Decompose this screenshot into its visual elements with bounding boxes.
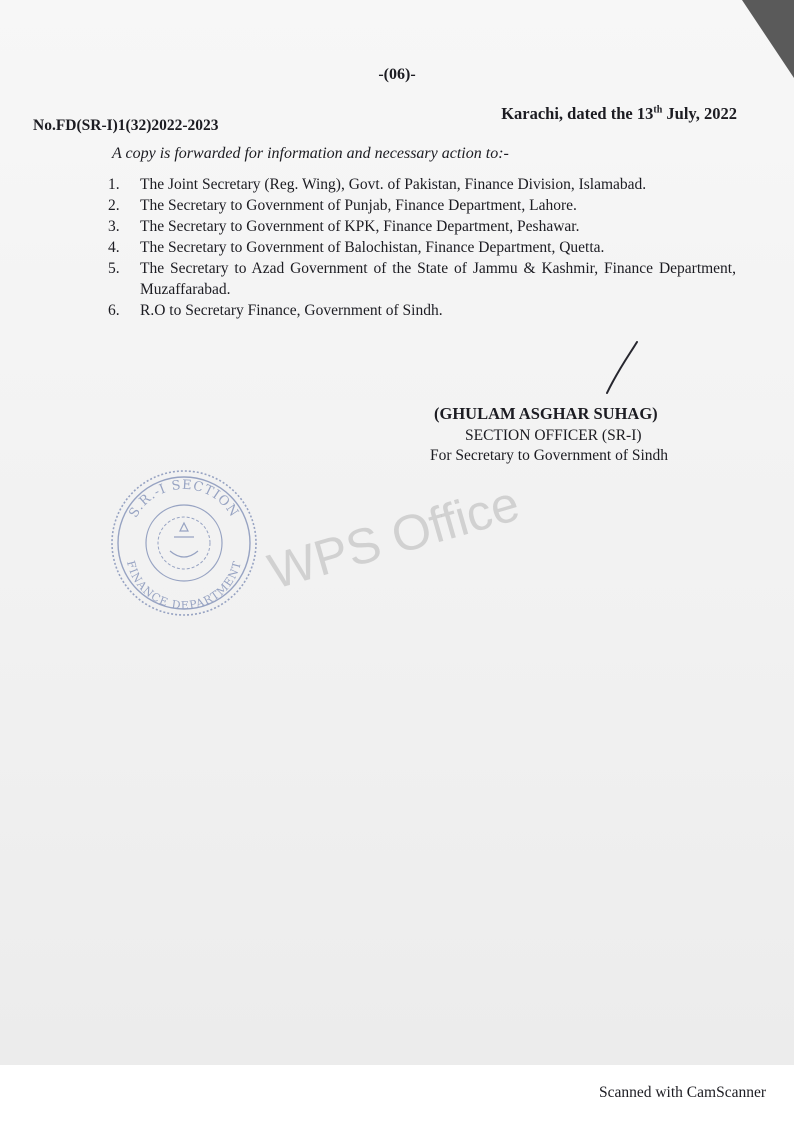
- signatory-for-line: For Secretary to Government of Sindh: [430, 447, 669, 464]
- camscanner-footer: Scanned with CamScanner: [598, 1084, 766, 1101]
- office-stamp: [108, 467, 260, 619]
- item-text: R.O to Secretary Finance, Government of Sindh.: [140, 302, 443, 319]
- signatory-title: SECTION OFFICER (SR-I): [465, 427, 642, 444]
- item-number: 6.: [108, 302, 120, 319]
- item-text: The Secretary to Government of Punjab, Finance Department, Lahore.: [140, 197, 577, 214]
- list-item: [108, 174, 736, 195]
- stamp-top-text: S.R.-I SECTION: [126, 477, 242, 521]
- item-text: The Secretary to Government of Balochistan, Finance Department, Quetta.: [140, 239, 605, 256]
- item-text: The Joint Secretary (Reg. Wing), Govt. of Pakistan, Finance Division, Islamabad.: [140, 176, 647, 193]
- date-suffix: July, 2022: [662, 104, 737, 123]
- signature-stroke: [600, 340, 645, 396]
- signatory-name: (GHULAM ASGHAR SUHAG): [434, 404, 658, 423]
- item-number: 1.: [108, 176, 120, 193]
- wps-watermark: WPS Office: [262, 474, 526, 600]
- distribution-list: [108, 174, 736, 321]
- item-number: 3.: [108, 218, 120, 235]
- list-item: [108, 216, 736, 237]
- page-number: -(06)-: [378, 66, 416, 83]
- forwarding-intro: A copy is forwarded for information and necessary action to:-: [112, 145, 509, 162]
- list-item: [108, 258, 736, 300]
- list-item: [108, 195, 736, 216]
- list-item: [108, 237, 736, 258]
- date-superscript: th: [653, 104, 663, 116]
- item-text: The Secretary to Government of KPK, Finance Department, Peshawar.: [140, 218, 580, 235]
- item-number: 2.: [108, 197, 120, 214]
- letter-date: [501, 104, 737, 124]
- item-text: The Secretary to Azad Government of the State of Jammu & Kashmir, Finance Department, Muzaffarabad.: [140, 260, 736, 298]
- stamp-bottom-text: FINANCE DEPARTMENT: [123, 559, 245, 613]
- item-number: 5.: [108, 260, 120, 277]
- item-number: 4.: [108, 239, 120, 256]
- file-number: No.FD(SR-I)1(32)2022-2023: [33, 117, 219, 134]
- date-prefix: Karachi, dated the 13: [501, 104, 654, 123]
- list-item: [108, 300, 736, 321]
